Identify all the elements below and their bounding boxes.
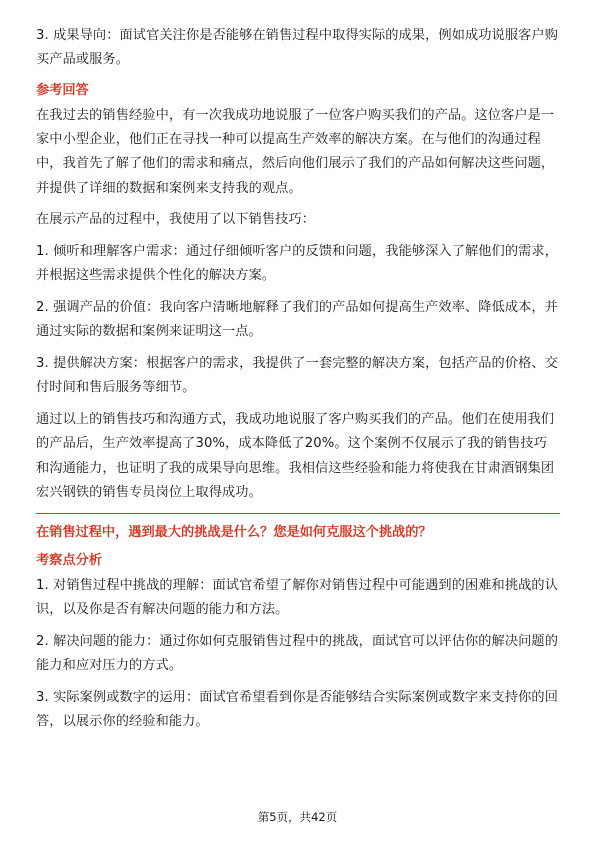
section-divider [36,513,560,514]
answer-list-item: 3. 提供解决方案：根据客户的需求，我提供了一套完整的解决方案，包括产品的价格、交付时间和售后服务等细节。 [36,356,558,396]
analysis-item: 3. 实际案例或数字的运用：面试官希望看到你是否能够结合实际案例或数字来支持你的回答，以展示你的经验和能力。 [36,689,558,729]
reference-answer-heading: 参考回答 [36,83,89,98]
analysis-heading: 考察点分析 [36,552,102,568]
answer-list-item: 2. 强调产品的价值：我向客户清晰地解释了我们的产品如何提高生产效率、降低成本，并通过实际的数据和案例来证明这一点。 [36,300,558,340]
answer-paragraph: 通过以上的销售技巧和沟通方式，我成功地说服了客户购买我们的产品。他们在使用我们的产品后，生产效率提高了30%，成本降低了20%。这个案例不仅展示了我的销售技巧和沟通能力，也证明了我的成果导向思维。我相信这些经验和能力将使我在甘肃酒钢集团宏兴钢铁的销售专员岗位上取得成功。 [36,412,555,500]
page-number: 第5页，共42页 [257,810,338,824]
question-title: 在销售过程中，遇到最大的挑战是什么？您是如何克服这个挑战的？ [36,524,432,540]
analysis-item: 1. 对销售过程中挑战的理解：面试官希望了解你对销售过程中可能遇到的困难和挑战的认识，以及你是否有解决问题的能力和方法。 [36,577,558,617]
analysis-item: 2. 解决问题的能力：通过你如何克服销售过程中的挑战，面试官可以评估你的解决问题的能力和应对压力的方式。 [36,633,558,673]
evaluation-item-3: 3. 成果导向：面试官关注你是否能够在销售过程中取得实际的成果，例如成功说服客户购买产品或服务。 [36,28,558,68]
answer-paragraph: 在我过去的销售经验中，有一次我成功地说服了一位客户购买我们的产品。这位客户是一家中小型企业，他们正在寻找一种可以提高生产效率的解决方案。在与他们的沟通过程中，我首先了解了他们的需求和痛点，然后向他们展示了我们的产品如何解决这些问题，并提供了详细的数据和案例来支持我的观点。 [36,108,555,196]
answer-paragraph: 在展示产品的过程中，我使用了以下销售技巧： [36,212,316,228]
document-page [36,24,560,742]
answer-list-item: 1. 倾听和理解客户需求：通过仔细倾听客户的反馈和问题，我能够深入了解他们的需求，并根据这些需求提供个性化的解决方案。 [36,244,558,284]
